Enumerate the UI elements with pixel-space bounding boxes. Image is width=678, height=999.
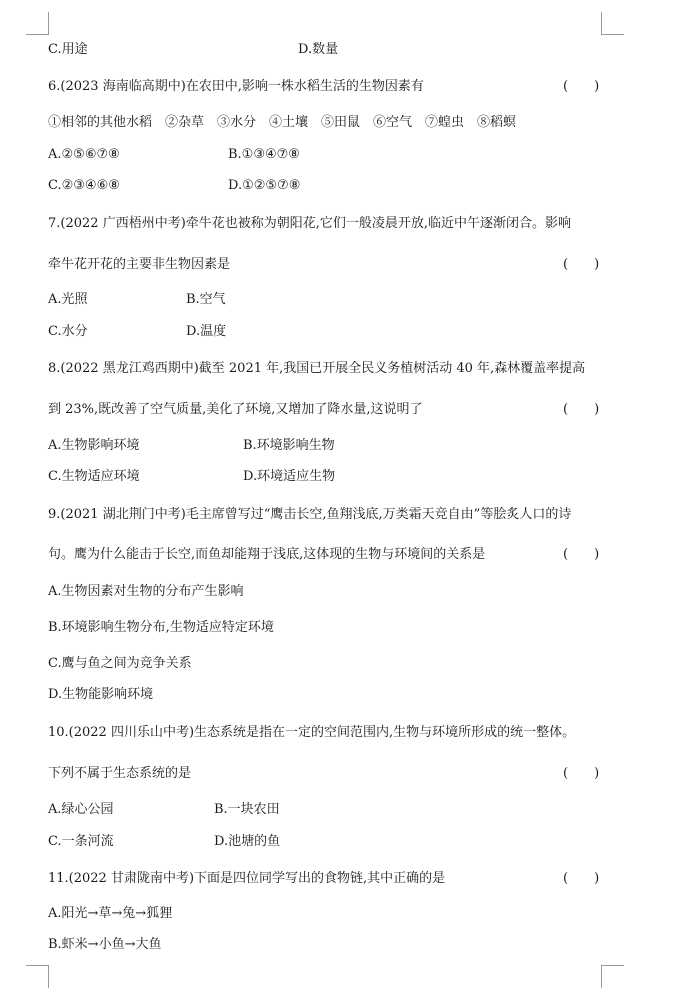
q7-option-c: C.水分	[48, 324, 88, 339]
q8-stem-line1: 8.(2022 黑龙江鸡西期中)截至 2021 年,我国已开展全民义务植树活动 40 年,森林覆盖率提高	[48, 361, 586, 376]
q9-option-b: B.环境影响生物分布,生物适应特定环境	[48, 620, 274, 635]
q7-stem-line2: 牵牛花开花的主要非生物因素是	[48, 257, 231, 272]
q7-answer-paren: ( )	[563, 257, 600, 272]
q6-answer-paren: ( )	[563, 79, 600, 94]
q9-option-c: C.鹰与鱼之间为竞争关系	[48, 656, 192, 671]
q9-answer-paren: ( )	[563, 547, 600, 562]
q6-option-b: B.①③④⑦⑧	[228, 147, 300, 162]
q11-option-a: A.阳光→草→兔→狐狸	[48, 906, 173, 921]
q8-option-c: C.生物适应环境	[48, 469, 140, 484]
q6-option-c: C.②③④⑥⑧	[48, 178, 120, 193]
q9-stem-line2: 句。鹰为什么能击于长空,而鱼却能翔于浅底,这体现的生物与环境间的关系是	[48, 547, 486, 562]
q9-stem-line1: 9.(2021 湖北荆门中考)毛主席曾写过“鹰击长空,鱼翔浅底,万类霜天竞自由”等脍炙人口的诗	[48, 507, 572, 522]
q11-stem: 11.(2022 甘肃陇南中考)下面是四位同学写出的食物链,其中正确的是	[48, 871, 446, 886]
q6-option-a: A.②⑤⑥⑦⑧	[48, 147, 120, 162]
q10-option-c: C.一条河流	[48, 834, 114, 849]
q8-option-b: B.环境影响生物	[243, 438, 335, 453]
crop-mark-top-right	[601, 12, 624, 35]
q7-option-b: B.空气	[186, 292, 226, 307]
q7-option-d: D.温度	[186, 324, 227, 339]
q6-stem: 6.(2023 海南临高期中)在农田中,影响一株水稻生活的生物因素有	[48, 79, 424, 94]
q8-answer-paren: ( )	[563, 402, 600, 417]
q10-answer-paren: ( )	[563, 766, 600, 781]
q5-option-d: D.数量	[298, 42, 339, 57]
q8-stem-line2: 到 23%,既改善了空气质量,美化了环境,又增加了降水量,这说明了	[48, 402, 423, 417]
q9-option-d: D.生物能影响环境	[48, 687, 154, 702]
q11-option-b: B.虾米→小鱼→大鱼	[48, 937, 162, 952]
q7-stem-line1: 7.(2022 广西梧州中考)牵牛花也被称为朝阳花,它们一般凌晨开放,临近中午逐渐闭合。影响	[48, 216, 572, 231]
q6-items: ①相邻的其他水稻 ②杂草 ③水分 ④土壤 ⑤田鼠 ⑥空气 ⑦蝗虫 ⑧稻螟	[48, 115, 517, 130]
q9-option-a: A.生物因素对生物的分布产生影响	[48, 584, 244, 599]
q11-answer-paren: ( )	[563, 871, 600, 886]
q10-option-d: D.池塘的鱼	[214, 834, 281, 849]
q8-option-d: D.环境适应生物	[243, 469, 336, 484]
q7-option-a: A.光照	[48, 292, 88, 307]
crop-mark-bottom-right	[601, 965, 624, 988]
q6-option-d: D.①②⑤⑦⑧	[228, 178, 301, 193]
q10-option-b: B.一块农田	[214, 802, 280, 817]
crop-mark-top-left	[26, 12, 49, 35]
q10-stem-line2: 下列不属于生态系统的是	[48, 766, 192, 781]
q5-option-c: C.用途	[48, 42, 88, 57]
crop-mark-bottom-left	[26, 965, 49, 988]
q8-option-a: A.生物影响环境	[48, 438, 140, 453]
q10-option-a: A.绿心公园	[48, 802, 114, 817]
q10-stem-line1: 10.(2022 四川乐山中考)生态系统是指在一定的空间范围内,生物与环境所形成的统一整体。	[48, 725, 576, 740]
